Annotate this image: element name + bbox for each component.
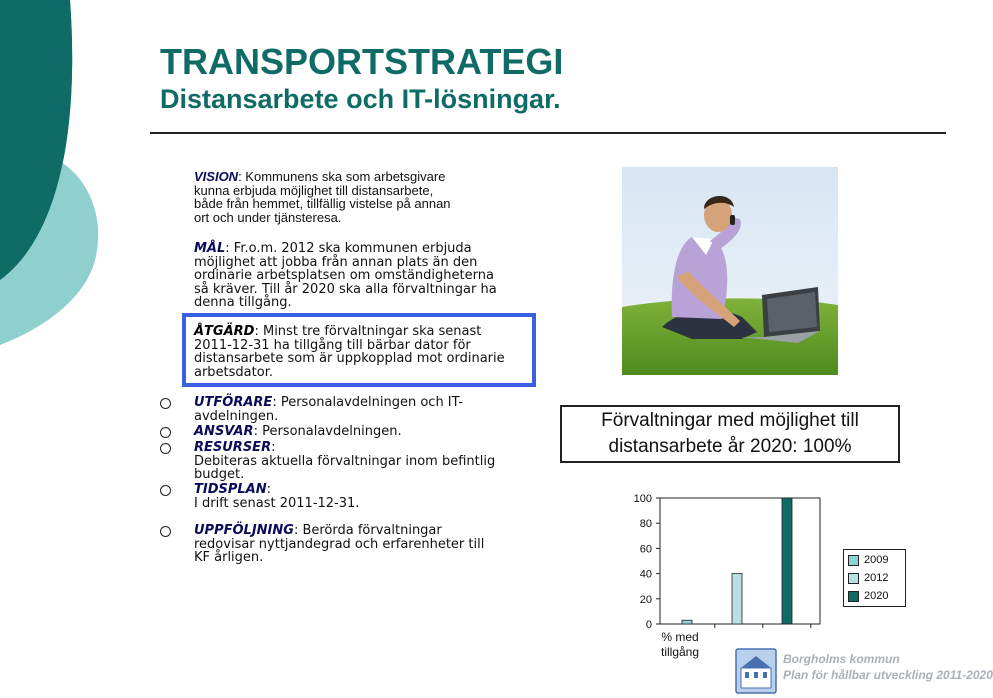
atgard-paragraph: ÅTGÄRD: Minst tre förvaltningar ska senast 2011-12-31 ha tillgång till bärbar dator för distansarbete som är uppkopplad mot ordinarie arbetsdator. (194, 324, 505, 380)
bullet-icon (160, 485, 171, 496)
resurser-label: RESURSER (194, 440, 272, 455)
utforare-label: UTFÖRARE (194, 395, 273, 410)
callout-line-2: distansarbete år 2020: 100% (608, 436, 852, 457)
mal-label: MÅL (194, 241, 226, 256)
resurser-item: RESURSER: Debiteras aktuella förvaltningar inom befintlig budget. (194, 440, 496, 482)
legend-swatch (848, 591, 859, 602)
page-title (160, 42, 563, 116)
vision-paragraph: VISION: Kommunens ska som arbetsgivare kunna erbjuda möjlighet till distansarbete, både från hemmet, tillfällig vistelse på annan ort och under tjänsteresa. (194, 169, 451, 225)
chart-legend (843, 549, 906, 607)
tidsplan-item: TIDSPLAN: I drift senast 2011-12-31. (194, 482, 360, 511)
legend-swatch (848, 555, 859, 566)
legend-label: 2012 (864, 572, 889, 584)
legend-item (848, 554, 888, 566)
bar-2009 (682, 620, 692, 624)
legend-label: 2009 (864, 554, 889, 566)
uppfoljning-label: UPPFÖLJNING (194, 523, 294, 538)
bar-2020 (782, 498, 792, 624)
bullet-icon (160, 398, 171, 409)
bullet-icon (160, 526, 171, 537)
y-tick-label: 100 (633, 493, 652, 505)
mal-paragraph: MÅL: Fr.o.m. 2012 ska kommunen erbjuda möjlighet att jobba från annan plats än den ordinarie arbetsplatsen om omständigheterna så kräver. Till år 2020 ska alla förvaltningar ha denna tillgång. (194, 241, 497, 310)
y-tick-label: 80 (639, 518, 652, 531)
footer-org-name: Borgholms kommun (783, 652, 900, 666)
y-tick-label: 0 (645, 619, 652, 631)
title-main: TRANSPORTSTRATEGI (160, 41, 564, 82)
legend-item (848, 572, 888, 584)
ansvar-item: ANSVAR: Personalavdelningen. (194, 424, 402, 439)
bar-2012 (732, 574, 742, 624)
footer-plan-name: Plan för hållbar utveckling 2011-2020 (783, 668, 993, 682)
municipality-emblem-icon (735, 648, 777, 694)
ansvar-label: ANSVAR (194, 424, 254, 439)
callout-box (560, 405, 900, 463)
utforare-item: UTFÖRARE: Personalavdelningen och IT- avdelningen. (194, 395, 464, 424)
y-tick-label: 20 (639, 593, 652, 606)
y-tick-label: 60 (639, 543, 652, 556)
bullet-icon (160, 443, 171, 454)
y-tick-label: 40 (639, 568, 652, 581)
tidsplan-label: TIDSPLAN (194, 482, 267, 497)
vision-label: VISION (194, 169, 239, 184)
atgard-label: ÅTGÄRD (194, 324, 255, 339)
legend-swatch (848, 573, 859, 584)
photo-man-with-laptop (622, 167, 838, 375)
legend-label: 2020 (864, 590, 889, 602)
chart-y-axis-label: % med tillgång (660, 630, 700, 659)
title-subtitle: Distansarbete och IT-lösningar. (160, 84, 561, 114)
callout-line-1: Förvaltningar med möjlighet till (601, 410, 859, 431)
uppfoljning-item: UPPFÖLJNING: Berörda förvaltningar redovisar nyttjandegrad och erfarenheter till KF årligen. (194, 523, 485, 565)
footer-logo (735, 648, 993, 696)
decorative-arc-shapes (0, 0, 140, 360)
legend-item (848, 590, 888, 602)
title-divider (150, 132, 946, 134)
bullet-icon (160, 427, 171, 438)
